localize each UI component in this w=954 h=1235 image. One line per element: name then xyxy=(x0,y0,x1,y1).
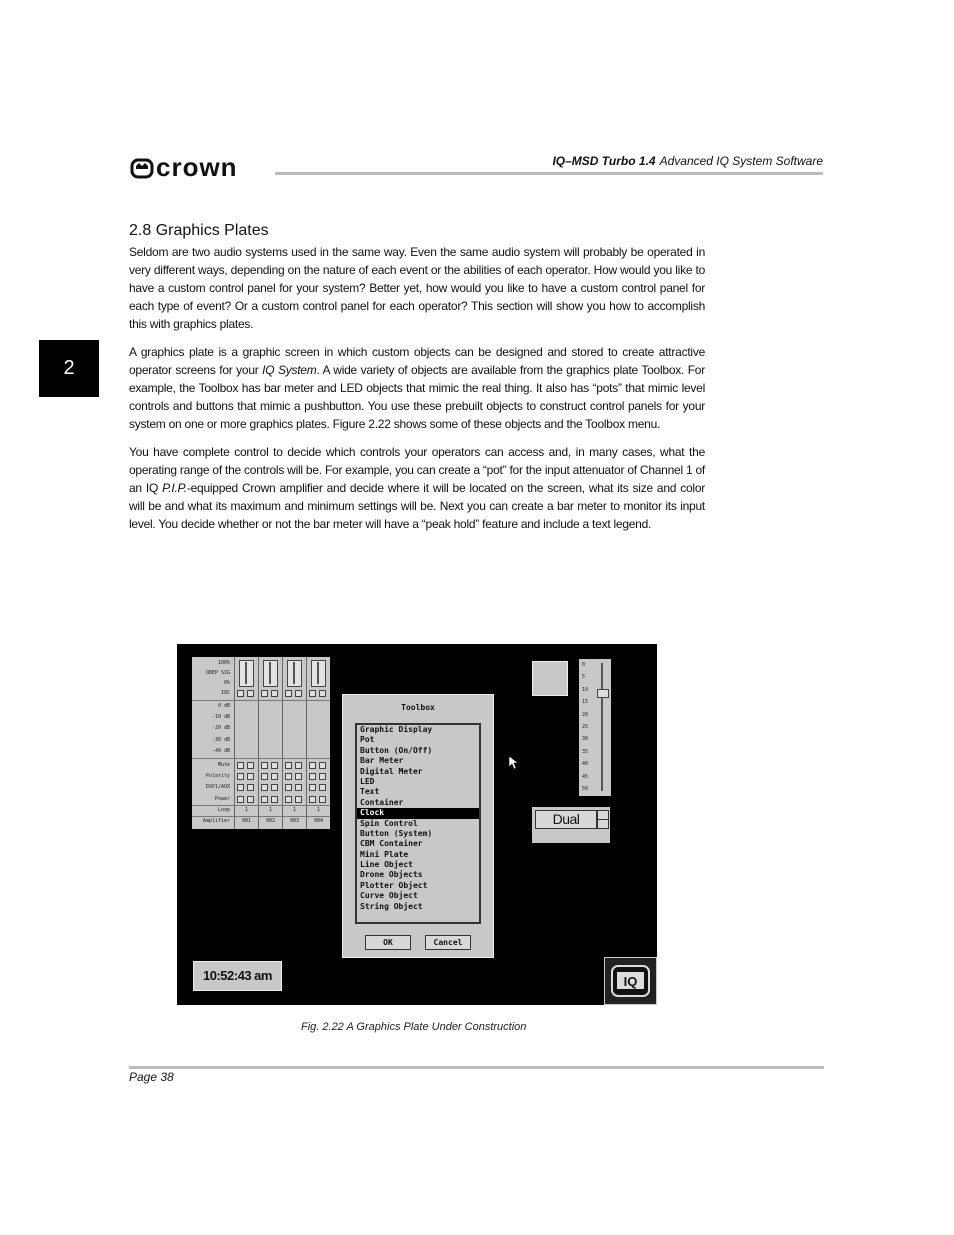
ok-button[interactable]: OK xyxy=(365,935,411,950)
amplifier-mixer-panel xyxy=(192,657,330,829)
channel-fader[interactable] xyxy=(311,660,326,687)
amplifier-number: 002 xyxy=(265,818,276,824)
channel-toggle-button[interactable] xyxy=(271,690,278,697)
channel-toggle-button[interactable] xyxy=(261,690,268,697)
channel-toggle-button[interactable] xyxy=(247,773,254,780)
mixer-row-label: Mute xyxy=(217,762,230,768)
mixer-row-label: IOC xyxy=(220,690,230,696)
channel-toggle-button[interactable] xyxy=(295,690,302,697)
page-number: Page 38 xyxy=(129,1070,174,1084)
channel-toggle-button[interactable] xyxy=(237,784,244,791)
blank-button-object[interactable] xyxy=(532,661,568,696)
slider-scale-label: 35 xyxy=(582,748,589,755)
toolbox-item[interactable]: Curve Object xyxy=(360,891,418,901)
toolbox-item[interactable]: LED xyxy=(360,776,375,786)
mixer-row-label: -20 dB xyxy=(211,725,230,731)
channel-toggle-button[interactable] xyxy=(261,773,268,780)
toolbox-list[interactable] xyxy=(355,723,481,924)
mixer-divider xyxy=(192,816,330,817)
channel-toggle-button[interactable] xyxy=(295,796,302,803)
spin-control[interactable] xyxy=(532,807,610,843)
slider-scale-label: 40 xyxy=(582,761,589,768)
mixer-row-label: 100% xyxy=(217,660,230,666)
mixer-row-label: 0 dB xyxy=(217,703,230,709)
channel-toggle-button[interactable] xyxy=(309,784,316,791)
channel-toggle-button[interactable] xyxy=(247,796,254,803)
mixer-row-label: DSP1/AUX xyxy=(205,784,230,790)
channel-toggle-button[interactable] xyxy=(295,762,302,769)
channel-toggle-button[interactable] xyxy=(271,773,278,780)
channel-toggle-button[interactable] xyxy=(271,762,278,769)
amp-channel-strip xyxy=(258,657,282,829)
slider-scale-label: 5 xyxy=(582,674,586,681)
channel-toggle-button[interactable] xyxy=(295,773,302,780)
channel-toggle-button[interactable] xyxy=(261,784,268,791)
toolbox-item[interactable]: Plotter Object xyxy=(360,880,428,890)
slider-track xyxy=(601,663,603,791)
slider-scale-label: 45 xyxy=(582,773,589,780)
paragraph-intro: Seldom are two audio systems used in the same way. Even the same audio system will probably be operated in very different ways, depending on the nature of each event or the abilities of each operator. How would you like to have a custom control panel for your system? Better yet, how would you like to have a custom control panel for each type of event? Or a custom control panel for each operator? This section will show you how to accomplish this with graphics plates. xyxy=(129,245,705,331)
channel-toggle-button[interactable] xyxy=(247,690,254,697)
slider-scale-label: 15 xyxy=(582,699,589,706)
channel-toggle-button[interactable] xyxy=(319,796,326,803)
toolbox-item[interactable]: Spin Control xyxy=(360,818,418,828)
spin-arrows-icon[interactable] xyxy=(597,810,609,829)
mixer-row-label: Amplifier xyxy=(202,818,230,824)
mixer-divider xyxy=(192,805,330,806)
figure-caption: Fig. 2.22 A Graphics Plate Under Construction xyxy=(301,1021,527,1033)
toolbox-item[interactable]: Clock xyxy=(357,808,479,818)
amplifier-number: 003 xyxy=(289,818,300,824)
mixer-row-label: ODEP SIG xyxy=(205,670,230,676)
crown-logo xyxy=(130,154,273,180)
loop-number: 1 xyxy=(316,807,320,813)
slider-scale-label: 30 xyxy=(582,736,589,743)
svg-text:IQ: IQ xyxy=(623,974,638,989)
mixer-divider xyxy=(192,700,330,701)
channel-toggle-button[interactable] xyxy=(295,784,302,791)
slider-scale-label: 20 xyxy=(582,711,589,718)
channel-toggle-button[interactable] xyxy=(247,784,254,791)
channel-toggle-button[interactable] xyxy=(285,784,292,791)
toolbox-item[interactable]: Line Object xyxy=(360,860,413,870)
toolbox-title: Toolbox xyxy=(401,703,435,712)
channel-toggle-button[interactable] xyxy=(271,796,278,803)
channel-toggle-button[interactable] xyxy=(309,796,316,803)
channel-fader[interactable] xyxy=(287,660,302,687)
header-rule xyxy=(275,172,823,175)
amp-channel-strip xyxy=(282,657,306,829)
toolbox-item[interactable]: Pot xyxy=(360,735,375,745)
spin-control-value: Dual xyxy=(535,810,597,829)
toolbox-item[interactable]: String Object xyxy=(360,901,423,911)
channel-toggle-button[interactable] xyxy=(319,762,326,769)
graphics-plate-screenshot xyxy=(177,644,657,1005)
channel-toggle-button[interactable] xyxy=(319,784,326,791)
channel-toggle-button[interactable] xyxy=(237,690,244,697)
channel-toggle-button[interactable] xyxy=(285,762,292,769)
mixer-row-label: -40 dB xyxy=(211,748,230,754)
channel-toggle-button[interactable] xyxy=(285,773,292,780)
channel-toggle-button[interactable] xyxy=(285,796,292,803)
channel-fader[interactable] xyxy=(263,660,278,687)
mixer-row-label: -10 dB xyxy=(211,714,230,720)
document-header-title xyxy=(552,154,823,168)
toolbox-item[interactable]: Digital Meter xyxy=(360,766,423,776)
chapter-tab: 2 xyxy=(39,340,99,397)
iq-logo-icon xyxy=(604,957,657,1005)
channel-toggle-button[interactable] xyxy=(237,796,244,803)
toolbox-dialog xyxy=(342,694,494,958)
amplifier-number: 001 xyxy=(241,818,252,824)
channel-toggle-button[interactable] xyxy=(261,796,268,803)
toolbox-item[interactable]: Container xyxy=(360,797,404,807)
channel-toggle-button[interactable] xyxy=(319,690,326,697)
slider-scale-label: 50 xyxy=(582,786,589,792)
toolbox-item[interactable]: Button (System) xyxy=(360,828,433,838)
mixer-row-label: Loop xyxy=(217,807,230,813)
toolbox-item[interactable]: Graphic Display xyxy=(360,725,433,734)
channel-toggle-button[interactable] xyxy=(309,762,316,769)
channel-toggle-button[interactable] xyxy=(261,762,268,769)
channel-toggle-button[interactable] xyxy=(309,690,316,697)
amplifier-number: 004 xyxy=(313,818,324,824)
product-subtitle: Advanced IQ System Software xyxy=(659,154,823,168)
toolbox-item[interactable]: Drone Objects xyxy=(360,870,423,880)
channel-toggle-button[interactable] xyxy=(271,784,278,791)
channel-toggle-button[interactable] xyxy=(237,762,244,769)
toolbox-item[interactable]: Mini Plate xyxy=(360,849,409,859)
channel-toggle-button[interactable] xyxy=(285,690,292,697)
svg-text:crown: crown xyxy=(156,154,238,180)
toolbox-item[interactable]: CBM Container xyxy=(360,839,423,849)
cancel-button[interactable]: Cancel xyxy=(425,935,471,950)
section-title: 2.8 Graphics Plates xyxy=(129,222,269,239)
loop-number: 1 xyxy=(292,807,296,813)
mixer-divider xyxy=(192,758,330,759)
channel-fader[interactable] xyxy=(239,660,254,687)
toolbox-item[interactable]: Bar Meter xyxy=(360,756,404,766)
paragraph-graphics-plate: A graphics plate is a graphic screen in which custom objects can be designed and stored to create attractive operator screens for your IQ System. A wide variety of objects are available from the graphics plate Toolbox. For example, the Toolbox has bar meter and LED objects that mimic the real thing. It also has “pots” that mimic level controls and buttons that mimic a pushbutton. You use these prebuilt objects to construct control panels for your system on one or more graphics plates. Figure 2.22 shows some of these objects and the Toolbox menu. xyxy=(129,345,705,431)
mixer-row-label: Power xyxy=(214,796,230,802)
channel-toggle-button[interactable] xyxy=(247,762,254,769)
mixer-row-labels xyxy=(192,657,232,829)
paragraph-control: You have complete control to decide which controls your operators can access and, in many cases, what the operating range of the controls will be. For example, you can create a “pot” for the input attenuator of Channel 1 of an IQ P.I.P.-equipped Crown amplifier and decide where it will be located on the screen, what its size and color will be and what its maximum and minimum settings will be. Next you can create a bar meter to monitor its input level. You decide whether or not the bar meter will have a “peak hold” feature and include a text legend. xyxy=(129,445,705,531)
loop-number: 1 xyxy=(244,807,248,813)
amp-channel-strip xyxy=(234,657,258,829)
clock-display: 10:52:43 am xyxy=(193,961,282,991)
mixer-row-label: -30 dB xyxy=(211,737,230,743)
product-name: IQ–MSD Turbo 1.4 xyxy=(552,154,656,168)
slider-scale-label: 25 xyxy=(582,724,589,730)
toolbox-item[interactable]: Button (On/Off) xyxy=(360,745,433,755)
channel-toggle-button[interactable] xyxy=(237,773,244,780)
mixer-row-label: Polarity xyxy=(205,773,230,779)
slider-knob[interactable] xyxy=(597,689,609,698)
channel-toggle-button[interactable] xyxy=(309,773,316,780)
loop-number: 1 xyxy=(268,807,272,813)
level-slider[interactable] xyxy=(579,659,611,796)
channel-toggle-button[interactable] xyxy=(319,773,326,780)
slider-scale-label: 0 xyxy=(582,662,586,668)
mixer-row-label: 0% xyxy=(223,680,230,686)
toolbox-item[interactable]: Text xyxy=(360,787,380,797)
footer-rule xyxy=(129,1066,824,1069)
mouse-cursor-icon xyxy=(509,756,518,770)
slider-scale-label: 10 xyxy=(582,686,589,693)
amp-channel-strip xyxy=(306,657,330,829)
